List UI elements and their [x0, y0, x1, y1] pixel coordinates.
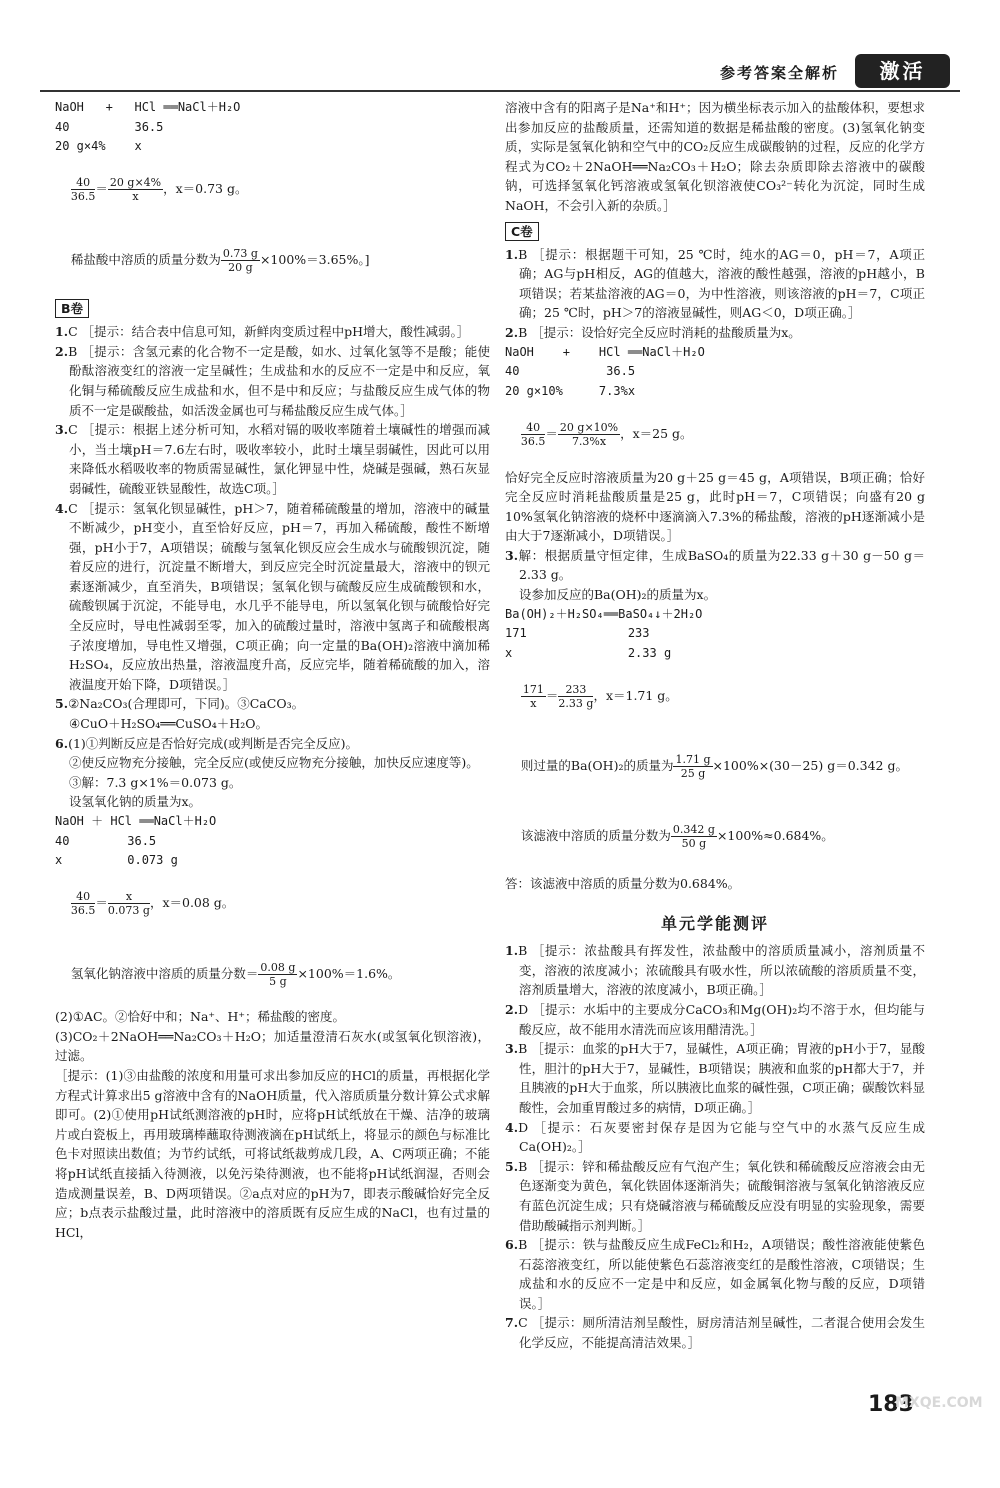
equation-line: NaOH + HCl ══NaCl＋H₂O: [55, 100, 241, 114]
answer-item: 3.B ［提示：血浆的pH大于7，显碱性，A项正确；胃液的pH小于7，显酸性，胆汁的pH大于7，显碱性，B项错误；胰液和血浆的pH都大于7，并且胰液的pH大于血浆，所以胰液比血浆的碱性强，C项正确；碳酸饮料显酸性，会加重胃酸过多的病情，D项正确。］: [505, 1041, 925, 1115]
fraction: $\frac{171}{x}$: [522, 683, 544, 711]
answer-item: 2.B ［提示：设恰好完全反应时消耗的盐酸质量为x。: [505, 324, 801, 340]
fraction: $\frac{0.08 g}{5 g}$: [260, 960, 296, 988]
answer-item: 7.C ［提示：厕所清洁剂呈酸性，厨房清洁剂呈碱性，二者混合使用会发生化学反应，不能提高清洁效果。］: [505, 1315, 925, 1351]
right-column: [505, 98, 929, 1353]
answer-item: 2.D ［提示：水垢中的主要成分CaCO₃和Mg(OH)₂均不溶于水，但均能与酸反应，故不能用水清洗而应该用醋清洗。］: [505, 1001, 925, 1037]
answer-item: 5.②Na₂CO₃(合理即可，下同)。③CaCO₃。 ④CuO＋H₂SO₄══CuSO₄＋H₂O。: [55, 696, 305, 732]
section-title: 单元学能测评: [660, 913, 769, 933]
answer-item: 4.D ［提示：石灰要密封保存是因为它能与空气中的水蒸气反应生成Ca(OH)₂。］: [505, 1119, 925, 1155]
ratio-line: $\frac{40}{36.5}$ ＝ $\frac{20 g\times 10\%}{7.3\%x}$ ，x＝25 g。: [520, 420, 693, 448]
watermark: MXQE.COM: [895, 1395, 983, 1411]
answer-continuation: 溶液中含有的阳离子是Na⁺和H⁺；因为横坐标表示加入的盐酸体积，要想求出参加反应的盐酸质量，还需知道的数据是稀盐酸的密度。(3)氢氧化钠变质，实际是氢氧化钠和空气中的CO₂反应生成碳酸钠的过程，反应的化学方程式为CO₂＋2NaOH══Na₂CO₃＋H₂O；除去杂质即除去溶液中的碳酸钠，可选择氢氧化钙溶液或氢氧化钡溶液使CO₃²⁻转化为沉淀，同时生成NaOH，不会引入新的杂质。］: [505, 100, 925, 213]
fraction: $\frac{40}{36.5}$: [70, 890, 96, 918]
equation-line: 20 g×10% 7.3%x: [505, 383, 636, 398]
header-divider: [40, 90, 960, 92]
fraction: $\frac{0.73 g}{20 g}$: [222, 246, 258, 274]
answer-item: 6.B ［提示：铁与盐酸反应生成FeCl₂和H₂，A项错误；酸性溶液能使紫色石蕊溶液变红，所以能使紫色石蕊溶液变红的是酸性溶液，C项错误；生成盐和水的反应不一定是中和反应，如金属氧化物与酸的反应，D项错误。］: [505, 1237, 925, 1311]
left-column: [55, 98, 490, 1242]
fraction: $\frac{20 g\times 4\%}{x}$: [109, 176, 162, 204]
answer-item: 4.C ［提示：氢氧化钡显碱性，pH＞7，随着稀硫酸量的增加，溶液中的碱量不断减少，pH变小，直至恰好反应，pH＝7，再加入稀硫酸，酸性不断增强，pH小于7，A项错误；硫酸与氢氧化钡反应会生成水与硫酸钡沉淀，随着反应的进行，沉淀量不断增大，到反应完全时沉淀量最大，溶液中的钡元素逐渐减少，直至消失，B项错误；氢氧化钡与硫酸反应生成硫酸钡和水，硫酸钡属于沉淀，不能导电，水几乎不能导电，所以氢氧化钡与硫酸恰好完全反应时，导电性减弱至零，加入的硫酸过量时，溶液中氢离子和硫酸根离子浓度增加，导电性又增强，C项正确；向一定量的Ba(OH)₂溶液中滴加稀H₂SO₄，反应放出热量，溶液温度升高，反应完毕，随着稀硫酸的加入，溶液温度开始下降，D项错误。］: [55, 500, 490, 692]
equation-line: Ba(OH)₂＋H₂SO₄══BaSO₄↓＋2H₂O: [505, 606, 703, 621]
equation-line: NaOH ＋ HCl ══NaCl＋H₂O: [55, 814, 217, 828]
answer-item: 5.B ［提示：锌和稀盐酸反应有气泡产生；氧化铁和稀硫酸反应溶液会由无色逐渐变为黄色，氧化铁固体逐渐消失；硫酸铜溶液与氢氧化钠溶液反应有蓝色沉淀生成；只有烧碱溶液与稀硫酸反应没有明显的实验现象，需要借助酸碱指示剂判断。］: [505, 1158, 925, 1233]
page-number: 183: [868, 1392, 914, 1417]
fraction: $\frac{40}{36.5}$: [70, 176, 96, 204]
ratio-line: $\frac{40}{36.5}$ ＝ $\frac{20 g\times 4\%}{x}$ ，x＝0.73 g。: [70, 176, 248, 204]
answer-continuation: (2)①AC。②恰好中和；Na⁺、H⁺；稀盐酸的密度。 (3)CO₂＋2NaOH══Na₂CO₃＋H₂O；加适量澄清石灰水(或氢氧化钡溶液)，过滤。 ［提示：(1)③由盐酸的浓度和用量可求出参加反应的HCl的质量，再根据化学方程式计算求出5 g溶液中含有的NaOH质量，代入溶质质量分数计算公式求解即可。(2)①使用pH试纸测溶液的pH时，应将pH试纸放在干燥、洁净的玻璃片或白瓷板上，再用玻璃棒蘸取待测液滴在pH试纸上，将显示的颜色与标准比色卡对照读出数值；为节约试纸，可将试纸裁剪成几段，A、C两项正确；不能将pH试纸直接插入待测液，以免污染待测液，也不能将pH试纸润湿，否则会造成测量误差，B、D两项错误。②a点对应的pH为7，即表示酸碱恰好完全反应；b点表示盐酸过量，此时溶液中的溶质既有反应生成的NaCl，也有过量的HCl，: [55, 1009, 490, 1240]
brand-logo: 激活: [855, 54, 950, 88]
answer-item: 1.B ［提示：浓盐酸具有挥发性，浓盐酸中的溶质质量减小，溶剂质量不变，溶液的浓度减小；浓硫酸具有吸水性，所以浓硫酸的溶质质量不变，溶剂质量增大，溶液的浓度减小，B项正确。］: [505, 943, 925, 998]
ratio-line: $\frac{171}{x}$ ＝ $\frac{233}{2.33 g}$ ，x＝1.71 g。: [522, 683, 678, 711]
equation-line: x 0.073 g: [55, 853, 178, 868]
equation-line: NaOH + HCl ══NaCl＋H₂O: [505, 344, 705, 359]
answer-item: 2.B ［提示：含氢元素的化合物不一定是酸，如水、过氧化氢等不是酸；能使酚酞溶液变红的溶液一定呈碱性；生成盐和水的反应不一定是中和反应，氧化铜与稀硫酸反应生成盐和水，但不是中和反应；与盐酸反应生成气体的物质不一定是碳酸盐，如活泼金属也可与稀盐酸反应生成气体。］: [55, 343, 490, 418]
header-title: 参考答案全解析: [720, 64, 840, 82]
concentration-line: 该滤液中溶质的质量分数为 $\frac{0.342 g}{50 g}$ ×100%≈0.684%。: [520, 823, 834, 851]
fraction: $\frac{233}{2.33 g}$: [558, 683, 594, 711]
excess-line: 则过量的Ba(OH)₂的质量为 $\frac{1.71 g}{25 g}$ ×100%×(30－25) g＝0.342 g。: [520, 753, 908, 781]
equation-line: 171 233: [505, 626, 650, 641]
ratio-line: $\frac{40}{36.5}$ ＝ $\frac{x}{0.073 g}$ ，x＝0.08 g。: [70, 890, 235, 918]
answer-item: 1.C ［提示：结合表中信息可知，新鲜肉变质过程中pH增大，酸性减弱。］: [55, 324, 470, 340]
equation-line: 40 36.5: [55, 833, 157, 848]
section-tag-b: B卷: [55, 299, 89, 318]
section-tag-c: C卷: [505, 222, 539, 241]
answer-item: 3.解：根据质量守恒定律，生成BaSO₄的质量为22.33 g＋30 g－50 g＝2.33 g。 设参加反应的Ba(OH)₂的质量为x。: [505, 547, 925, 603]
answer-conclusion: 答：该滤液中溶质的质量分数为0.684%。: [505, 876, 741, 891]
answer-item: 3.C ［提示：根据上述分析可知，水稻对镉的吸收率随着土壤碱性的增强而减小，当土壤pH＝7.6左右时，吸收率较小，此时土壤呈弱碱性，因此可以用来降低水稻吸收率的物质需显碱性，氯化钾显中性，烧碱是强碱，熟石灰显弱碱性，硫酸亚铁显酸性，故选C项。］: [55, 422, 490, 496]
fraction: $\frac{20 g\times 10\%}{7.3\%x}$: [559, 420, 619, 448]
equation-line: 20 g×4% x: [55, 139, 142, 154]
concentration-line: 稀盐酸中溶质的质量分数为 $\frac{0.73 g}{20 g}$ ×100%＝3.65%。]: [70, 246, 370, 274]
answer-item: 6.(1)①判断反应是否恰好完成(或判断是否完全反应)。 ②使反应物充分接触，完全反应(或使反应物充分接触，加快反应速度等)。 ③解：7.3 g×1%＝0.073 g。 设氢氧化钠的质量为x。: [55, 735, 479, 810]
answer-item: 1.B ［提示：根据题干可知，25 ℃时，纯水的AG＝0，pH＝7，A项正确；AG与pH相反，AG的值越大，溶液的酸性越强，溶液的pH越小，B项错误；若某盐溶液的AG＝0，为中性溶液，则该溶液的pH＝7，C项正确；25 ℃时，pH＞7的溶液显碱性，则AG＜0，D项正确。］: [505, 246, 925, 321]
equation-line: 40 36.5: [505, 364, 636, 379]
fraction: $\frac{1.71 g}{25 g}$: [675, 753, 711, 781]
equation-line: 40 36.5: [55, 119, 164, 134]
answer-continuation: 恰好完全反应时溶液质量为20 g＋25 g＝45 g，A项错误，B项正确；恰好完全反应时消耗盐酸质量是25 g，此时pH＝7，C项错误；向盛有20 g 10%氢氧化钠溶液的烧杯中逐滴滴入7.3%的稀盐酸，溶液的pH逐渐减小是由大于7逐渐减小，D项错误。］: [505, 469, 929, 544]
equation-line: x 2.33 g: [505, 645, 672, 660]
fraction: $\frac{0.342 g}{50 g}$: [672, 823, 715, 851]
concentration-line: 氢氧化钠溶液中溶质的质量分数＝ $\frac{0.08 g}{5 g}$ ×100%＝1.6%。: [70, 960, 401, 988]
fraction: $\frac{x}{0.073 g}$: [107, 890, 150, 918]
fraction: $\frac{40}{36.5}$: [520, 420, 546, 448]
